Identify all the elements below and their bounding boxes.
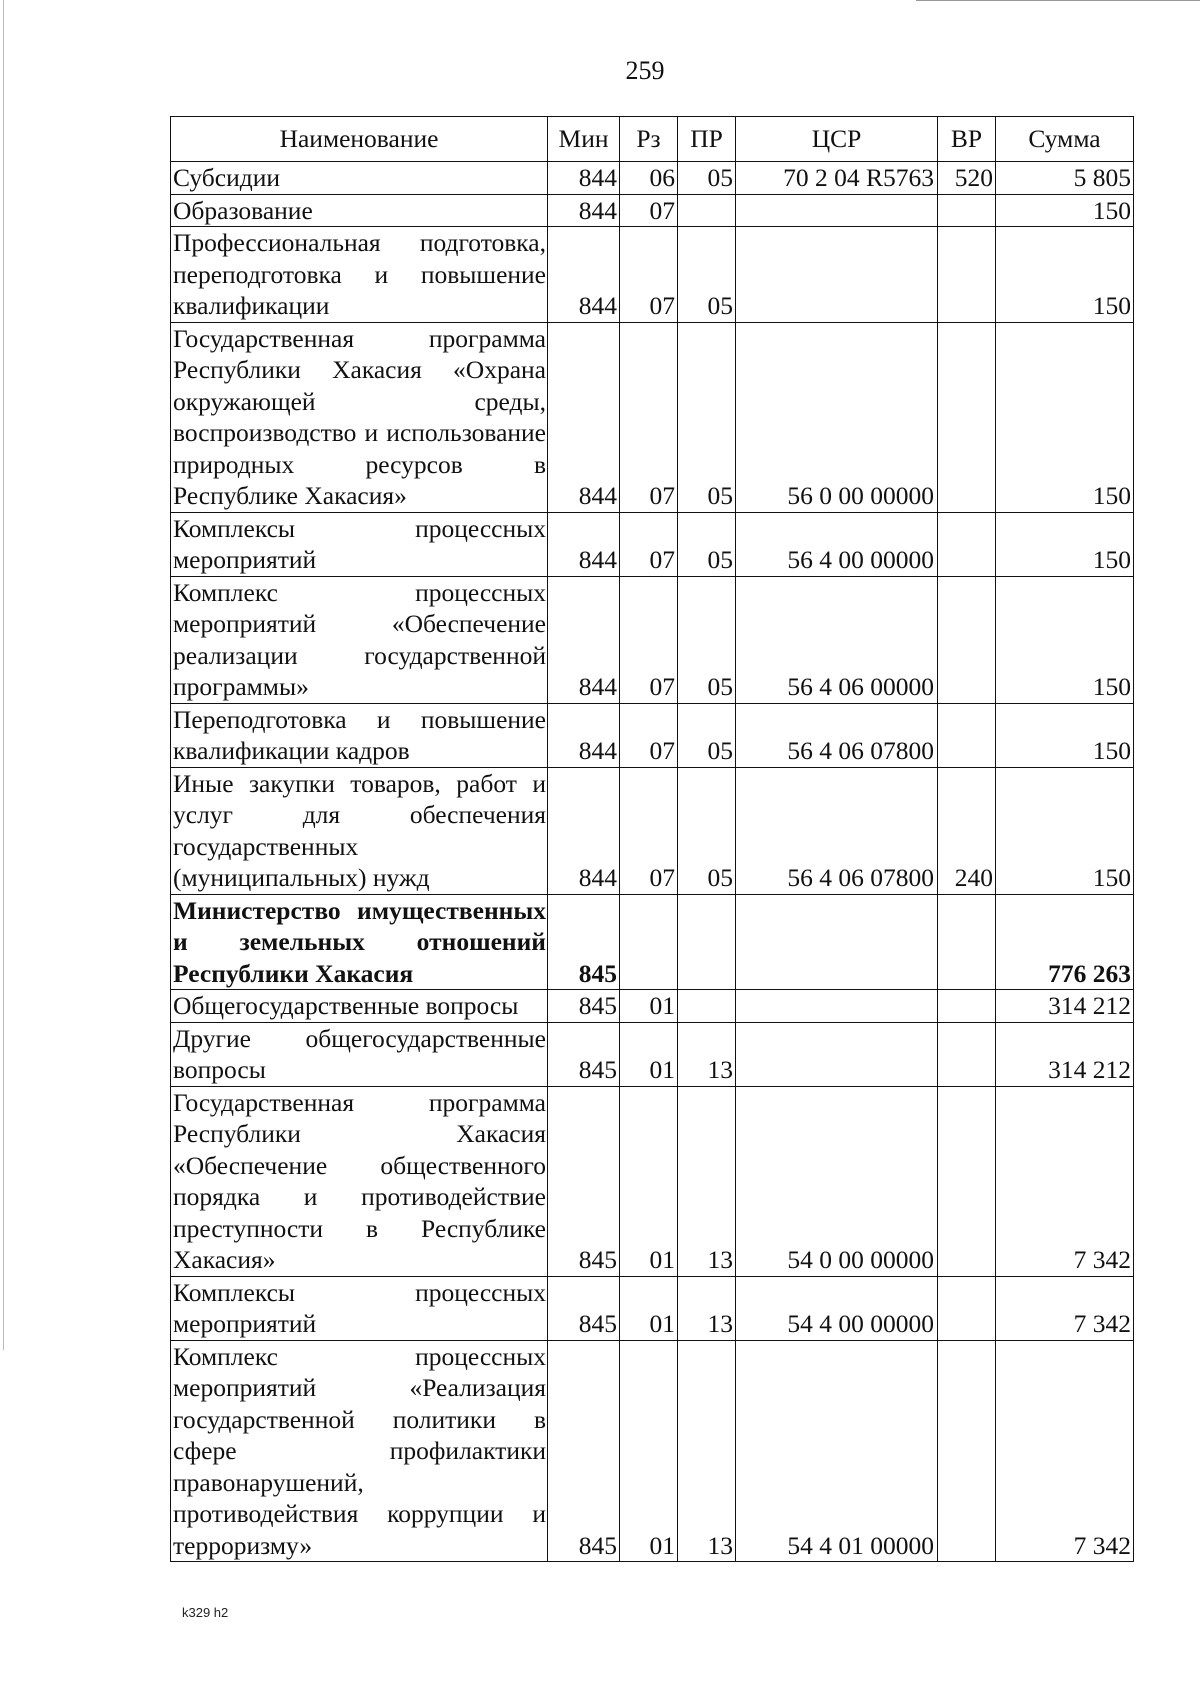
row-name: Комплексы процессных мероприятий — [171, 1276, 548, 1340]
header-rz: Рз — [620, 117, 678, 162]
row-rz: 01 — [620, 990, 678, 1023]
header-vr: ВР — [938, 117, 996, 162]
row-rz: 01 — [620, 1276, 678, 1340]
row-csr: 56 4 06 07800 — [736, 767, 938, 894]
row-min: 845 — [548, 1340, 620, 1562]
row-rz: 07 — [620, 227, 678, 323]
table-row — [171, 162, 1134, 195]
row-name: Иные закупки товаров, работ и услуг для обеспечения государственных (муниципальных) нужд — [171, 767, 548, 894]
row-vr — [938, 194, 996, 227]
row-pr: 13 — [678, 1340, 736, 1562]
row-csr — [736, 1022, 938, 1086]
row-min: 844 — [548, 322, 620, 512]
row-sum: 7 342 — [996, 1340, 1134, 1562]
row-pr: 05 — [678, 576, 736, 703]
row-sum: 7 342 — [996, 1086, 1134, 1276]
row-name: Государственная программа Республики Хакасия «Обеспечение общественного порядка и противодействие преступности в Республике Хакасия» — [171, 1086, 548, 1276]
row-sum: 150 — [996, 194, 1134, 227]
row-rz: 07 — [620, 767, 678, 894]
row-vr — [938, 576, 996, 703]
row-rz: 06 — [620, 162, 678, 195]
row-csr: 56 4 00 00000 — [736, 512, 938, 576]
row-pr: 05 — [678, 703, 736, 767]
row-vr — [938, 894, 996, 990]
row-vr — [938, 990, 996, 1023]
row-vr: 240 — [938, 767, 996, 894]
row-vr — [938, 703, 996, 767]
row-rz: 07 — [620, 194, 678, 227]
row-min: 845 — [548, 1086, 620, 1276]
row-pr — [678, 894, 736, 990]
row-csr: 54 4 00 00000 — [736, 1276, 938, 1340]
table-row — [171, 1340, 1134, 1562]
row-csr: 70 2 04 R5763 — [736, 162, 938, 195]
row-name: Общегосударственные вопросы — [171, 990, 548, 1023]
table-row — [171, 894, 1134, 990]
row-csr: 56 0 00 00000 — [736, 322, 938, 512]
page-number: 259 — [625, 56, 665, 85]
row-name: Другие общегосударственные вопросы — [171, 1022, 548, 1086]
row-vr — [938, 322, 996, 512]
row-vr — [938, 512, 996, 576]
row-sum: 776 263 — [996, 894, 1134, 990]
row-csr: 54 4 01 00000 — [736, 1340, 938, 1562]
row-min: 845 — [548, 1276, 620, 1340]
row-sum: 314 212 — [996, 990, 1134, 1023]
row-sum: 150 — [996, 703, 1134, 767]
table-header-row — [171, 117, 1134, 162]
row-min: 844 — [548, 194, 620, 227]
row-pr: 05 — [678, 162, 736, 195]
table-row — [171, 1276, 1134, 1340]
scan-edge-top — [916, 0, 1200, 1]
row-rz: 01 — [620, 1086, 678, 1276]
budget-table — [170, 116, 1134, 1562]
row-csr — [736, 227, 938, 323]
row-vr — [938, 227, 996, 323]
row-sum: 7 342 — [996, 1276, 1134, 1340]
row-name: Комплекс процессных мероприятий «Реализация государственной политики в сфере профилактики правонарушений, противодействия коррупции и терроризму» — [171, 1340, 548, 1562]
row-sum: 150 — [996, 767, 1134, 894]
header-min: Мин — [548, 117, 620, 162]
table-row — [171, 512, 1134, 576]
row-rz: 07 — [620, 703, 678, 767]
row-rz: 07 — [620, 322, 678, 512]
row-name: Государственная программа Республики Хакасия «Охрана окружающей среды, воспроизводство и использование природных ресурсов в Республике Хакасия» — [171, 322, 548, 512]
table-row — [171, 1086, 1134, 1276]
row-min: 844 — [548, 512, 620, 576]
row-rz: 07 — [620, 576, 678, 703]
row-pr: 05 — [678, 322, 736, 512]
row-min: 844 — [548, 767, 620, 894]
row-sum: 150 — [996, 322, 1134, 512]
header-csr: ЦСР — [736, 117, 938, 162]
row-pr: 13 — [678, 1086, 736, 1276]
row-name: Комплекс процессных мероприятий «Обеспечение реализации государственной программы» — [171, 576, 548, 703]
row-name: Профессиональная подготовка, переподготовка и повышение квалификации — [171, 227, 548, 323]
row-min: 845 — [548, 894, 620, 990]
table-row — [171, 1022, 1134, 1086]
table-row — [171, 703, 1134, 767]
row-rz: 01 — [620, 1022, 678, 1086]
row-sum: 314 212 — [996, 1022, 1134, 1086]
row-vr — [938, 1086, 996, 1276]
row-min: 844 — [548, 227, 620, 323]
row-vr: 520 — [938, 162, 996, 195]
row-pr: 13 — [678, 1022, 736, 1086]
scan-edge-left — [3, 0, 4, 1350]
row-name: Субсидии — [171, 162, 548, 195]
header-pr: ПР — [678, 117, 736, 162]
row-sum: 150 — [996, 227, 1134, 323]
row-min: 844 — [548, 703, 620, 767]
row-sum: 150 — [996, 512, 1134, 576]
row-min: 845 — [548, 990, 620, 1023]
header-sum: Сумма — [996, 117, 1134, 162]
row-csr — [736, 194, 938, 227]
row-pr: 05 — [678, 512, 736, 576]
row-pr — [678, 990, 736, 1023]
row-csr — [736, 990, 938, 1023]
row-csr: 54 0 00 00000 — [736, 1086, 938, 1276]
row-sum: 150 — [996, 576, 1134, 703]
table-row — [171, 227, 1134, 323]
row-min: 844 — [548, 576, 620, 703]
row-name: Образование — [171, 194, 548, 227]
row-vr — [938, 1276, 996, 1340]
row-rz: 01 — [620, 1340, 678, 1562]
table-row — [171, 194, 1134, 227]
row-sum: 5 805 — [996, 162, 1134, 195]
table-row — [171, 990, 1134, 1023]
row-pr: 13 — [678, 1276, 736, 1340]
table-row — [171, 576, 1134, 703]
footer-code: k329 h2 — [182, 1605, 229, 1620]
row-rz: 07 — [620, 512, 678, 576]
row-csr — [736, 894, 938, 990]
row-name: Комплексы процессных мероприятий — [171, 512, 548, 576]
row-name: Переподготовка и повышение квалификации кадров — [171, 703, 548, 767]
row-pr: 05 — [678, 227, 736, 323]
row-min: 844 — [548, 162, 620, 195]
row-csr: 56 4 06 00000 — [736, 576, 938, 703]
table-row — [171, 322, 1134, 512]
row-vr — [938, 1022, 996, 1086]
header-name: Наименование — [171, 117, 548, 162]
row-pr — [678, 194, 736, 227]
row-vr — [938, 1340, 996, 1562]
row-name: Министерство имущественных и земельных отношений Республики Хакасия — [171, 894, 548, 990]
row-pr: 05 — [678, 767, 736, 894]
row-rz — [620, 894, 678, 990]
row-min: 845 — [548, 1022, 620, 1086]
row-csr: 56 4 06 07800 — [736, 703, 938, 767]
table-row — [171, 767, 1134, 894]
